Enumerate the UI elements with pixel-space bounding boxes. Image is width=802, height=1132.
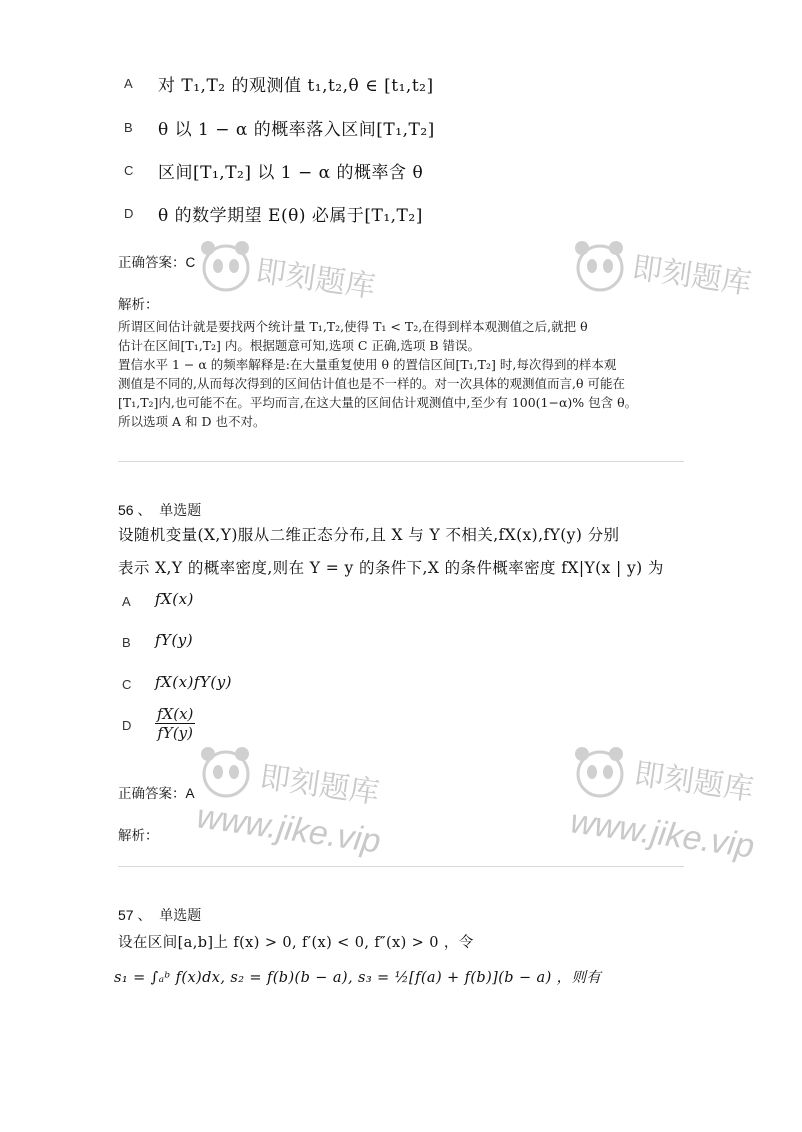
option-letter: C <box>124 163 134 178</box>
analysis-line: 测值是不同的,从而每次得到的区间估计值也是不一样的。对一次具体的观测值而言,θ 可能在 <box>118 376 625 391</box>
watermark-url: www.jike.vip <box>194 797 383 861</box>
option-c-text[interactable]: fX(x)fY(y) <box>155 673 233 691</box>
analysis-line: 所以选项 A 和 D 也不对。 <box>118 414 266 429</box>
option-d-fraction[interactable] <box>155 705 195 742</box>
question-stem-line: 设随机变量(X,Y)服从二维正态分布,且 X 与 Y 不相关,fX(x),fY(y) 分别 <box>118 526 620 544</box>
correct-answer: A <box>185 786 195 801</box>
option-letter: D <box>122 718 132 733</box>
option-letter: C <box>122 677 132 692</box>
question-stem-line: 设在区间[a,b]上 f(x) > 0, f′(x) < 0, f″(x) > 0 ，令 <box>118 935 474 951</box>
option-letter: B <box>122 635 131 650</box>
fraction-numerator: fX(x) <box>157 705 194 723</box>
watermark-panda-logo <box>570 742 630 806</box>
option-d-text[interactable]: θ 的数学期望 E(θ) 必属于[T₁,T₂] <box>158 206 423 226</box>
question-stem-formula: s₁ = ∫ₐᵇ f(x)dx, s₂ = f(b)(b − a), s₃ = ½[f(a) + f(b)](b − a) ，则有 <box>114 970 602 986</box>
analysis-text <box>118 317 637 431</box>
analysis-line: 估计在区间[T₁,T₂] 内。根据题意可知,选项 C 正确,选项 B 错误。 <box>118 338 480 353</box>
analysis-label: 解析： <box>118 828 159 843</box>
watermark-text: 即刻题库 <box>257 759 382 812</box>
option-a-text[interactable]: 对 T₁,T₂ 的观测值 t₁,t₂,θ ∈ [t₁,t₂] <box>158 76 434 96</box>
question-number: 57 、 <box>118 907 152 923</box>
question-type: 单选题 <box>159 502 202 518</box>
watermark-text: 即刻题库 <box>631 756 756 808</box>
question-header <box>118 500 201 520</box>
option-b-text[interactable]: θ 以 1 − α 的概率落入区间[T₁,T₂] <box>158 120 435 140</box>
watermark-panda-logo <box>570 236 630 300</box>
option-letter: D <box>124 206 134 221</box>
analysis-label: 解析： <box>118 297 159 312</box>
watermark-panda-logo <box>196 236 256 300</box>
answer-label: 正确答案：A <box>118 786 195 801</box>
question-header <box>118 905 201 925</box>
answer-label: 正确答案：C <box>118 255 196 270</box>
watermark-url: www.jike.vip <box>567 802 757 866</box>
option-letter: A <box>124 76 133 91</box>
question-number: 56 、 <box>118 502 152 518</box>
question-type: 单选题 <box>159 907 202 923</box>
divider <box>118 866 684 867</box>
analysis-line: [T₁,T₂]内,也可能不在。平均而言,在这大量的区间估计观测值中,至少有 100(1−α)% 包含 θ。 <box>118 395 638 410</box>
watermark-text: 即刻题库 <box>253 253 378 306</box>
fraction-denominator: fY(y) <box>157 724 194 742</box>
option-letter: B <box>124 120 133 135</box>
correct-answer: C <box>185 255 196 270</box>
option-b-text[interactable]: fY(y) <box>155 631 194 649</box>
question-stem-line: 表示 X,Y 的概率密度,则在 Y = y 的条件下,X 的条件概率密度 fX|Y(x | y) 为 <box>118 559 664 577</box>
option-a-text[interactable]: fX(x) <box>155 590 194 608</box>
divider <box>118 461 684 462</box>
option-c-text[interactable]: 区间[T₁,T₂] 以 1 − α 的概率含 θ <box>158 163 424 183</box>
analysis-line: 置信水平 1 − α 的频率解释是:在大量重复使用 θ 的置信区间[T₁,T₂] 时,每次得到的样本观 <box>118 357 617 372</box>
watermark-panda-logo <box>196 742 256 806</box>
watermark-text: 即刻题库 <box>629 250 754 302</box>
option-letter: A <box>122 594 131 609</box>
analysis-line: 所谓区间估计就是要找两个统计量 T₁,T₂,使得 T₁ < T₂,在得到样本观测值之后,就把 θ <box>118 319 588 334</box>
